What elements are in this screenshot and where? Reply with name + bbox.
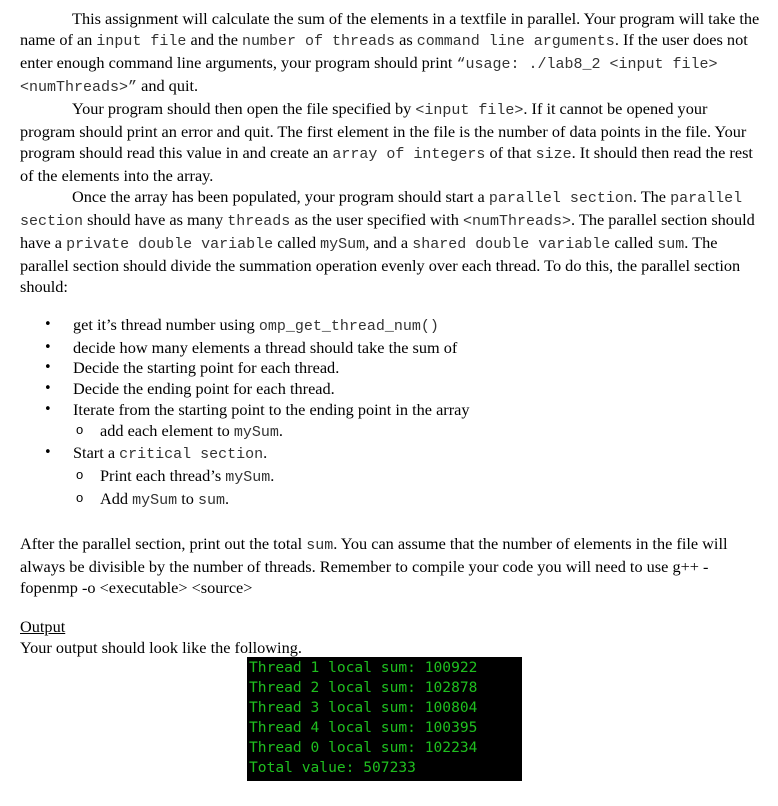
terminal-line: Total value: 507233 [249, 758, 416, 776]
code-size: size [535, 146, 572, 163]
text-run: . The parallel section should have a [20, 210, 755, 252]
text-run: and quit. [137, 76, 199, 95]
text-run: Add [100, 488, 133, 508]
code-omp-get-thread-num: omp_get_thread_num() [258, 318, 439, 335]
text-run: . The parallel section should divide the summation operation evenly over each thread. To do this, the parallel section should: [20, 233, 741, 296]
text-run: Once the array has been populated, your program should start a [72, 187, 489, 206]
code-sum: sum [306, 537, 334, 555]
code-mysum: mySum [132, 491, 178, 509]
text-run: get it’s thread number using [73, 315, 259, 334]
text-run: . [263, 443, 268, 463]
text-run: . [270, 465, 275, 485]
code-num-threads: <numThreads> [463, 213, 572, 230]
code-input-file: input file [96, 33, 187, 50]
terminal-line: Thread 4 local sum: 100395 [249, 718, 478, 736]
code-number-of-threads: number of threads [242, 33, 396, 50]
instruction-list [20, 315, 760, 511]
terminal-line: Thread 1 local sum: 100922 [249, 659, 478, 676]
code-threads: threads [227, 213, 291, 230]
text-run: of that [485, 143, 536, 162]
list-item: • decide how many elements a thread should take the sum of [20, 338, 760, 359]
output-heading: Output [20, 617, 66, 637]
list-item [20, 315, 760, 338]
sub-list [73, 466, 760, 511]
code-parallel-section: parallel section [488, 190, 633, 207]
file-reading-paragraph [20, 98, 760, 186]
text-run: Print each thread’s [100, 465, 226, 485]
sub-list-item [73, 421, 760, 444]
text-run: to [177, 488, 198, 508]
text-run: Start a [73, 443, 120, 463]
code-command-line-arguments: command line arguments [416, 33, 615, 50]
terminal-line: Thread 3 local sum: 100804 [249, 698, 478, 716]
code-parallel-section: parallel section [20, 190, 743, 230]
code-private-double-variable: private double variable [66, 236, 274, 253]
text-run: Your program should then open the file specified by [72, 99, 416, 118]
list-item: • Decide the starting point for each thread. [20, 358, 760, 379]
text-run: as [395, 30, 417, 49]
text-run: should have as many [83, 210, 228, 229]
code-mysum: mySum [233, 423, 279, 441]
text-run: , and a [365, 233, 413, 252]
summary-paragraph [20, 533, 760, 598]
code-critical-section: critical section [119, 446, 264, 464]
code-array-of-integers: array of integers [332, 146, 486, 163]
code-shared-double-variable: shared double variable [412, 236, 611, 253]
text-run: After the parallel section, print out the total [20, 534, 307, 554]
parallel-section-paragraph [20, 186, 760, 297]
code-usage-string: “usage: ./lab8_2 <input file> <numThreads>” [20, 56, 718, 96]
text-run: and the [186, 30, 243, 49]
text-run: . [224, 488, 230, 508]
intro-paragraph [20, 8, 760, 98]
list-item: • Decide the ending point for each thread. [20, 379, 760, 400]
code-mysum: mySum [320, 236, 366, 253]
terminal-output [247, 657, 522, 781]
sub-list-item [73, 466, 760, 489]
text-run: This assignment will calculate the sum of the elements in a textfile in parallel. Your program will take the name of an [20, 9, 760, 49]
text-run: . If the user does not enter enough command line arguments, your program should print [20, 30, 748, 72]
assignment-document [20, 8, 760, 658]
text-run: add each element to [100, 420, 234, 440]
code-sum: sum [197, 491, 225, 509]
list-item [20, 400, 760, 443]
code-mysum: mySum [225, 468, 271, 486]
sub-list-item [73, 489, 760, 512]
sub-list [73, 421, 760, 444]
text-run: called [273, 233, 321, 252]
text-run: . The [632, 187, 671, 206]
text-run: as the user specified with [290, 210, 463, 229]
text-run: Iterate from the starting point to the ending point in the array [73, 399, 470, 419]
text-run: . It should then read the rest of the elements into the array. [20, 143, 753, 185]
text-run: called [610, 233, 658, 252]
code-sum: sum [657, 236, 685, 253]
text-run: . If it cannot be opened your program should print an error and quit. The first element in the file is the number of data points in the file. Your program should read this value in and create an [20, 99, 747, 162]
output-intro: Your output should look like the following. [20, 638, 302, 658]
list-item [20, 443, 760, 511]
text-run: . You can assume that the number of elements in the file will always be divisible by the number of threads. Remember to compile your code you will need to use g++ -fopenmp -o <executable> <source> [20, 534, 728, 598]
text-run: . [278, 420, 283, 440]
code-input-file-arg: <input file> [415, 102, 524, 119]
terminal-line: Thread 0 local sum: 102234 [249, 738, 478, 756]
terminal-line: Thread 2 local sum: 102878 [249, 678, 478, 696]
